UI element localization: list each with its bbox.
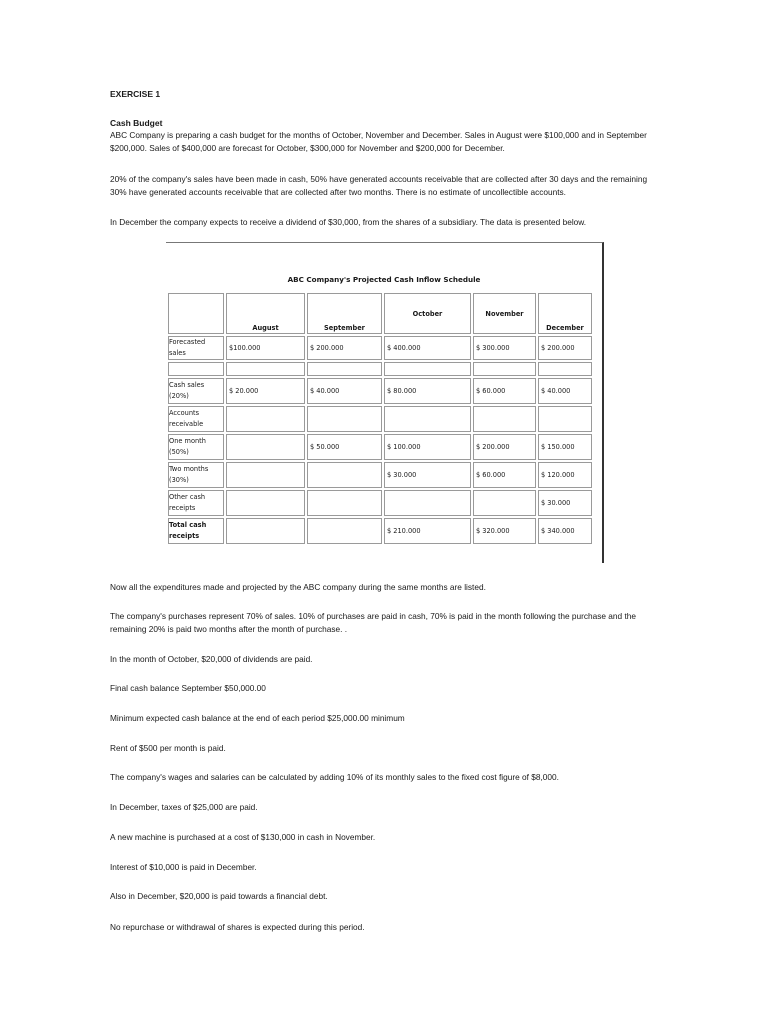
table-cell bbox=[473, 406, 536, 432]
table-cell: $ 300.000 bbox=[473, 336, 536, 360]
debt-paragraph: Also in December, $20,000 is paid towards a financial debt. bbox=[110, 891, 328, 901]
table-cell: $ 100.000 bbox=[384, 434, 471, 460]
dividends-paid-paragraph: In the month of October, $20,000 of dividends are paid. bbox=[110, 654, 313, 664]
table-cell bbox=[226, 434, 305, 460]
table-cell bbox=[226, 518, 305, 544]
table-cell bbox=[226, 462, 305, 488]
table-cell: $ 30.000 bbox=[384, 462, 471, 488]
table-cell: $ 40.000 bbox=[538, 378, 592, 404]
table-cell bbox=[538, 406, 592, 432]
taxes-paragraph: In December, taxes of $25,000 are paid. bbox=[110, 802, 258, 812]
table-cell bbox=[307, 362, 382, 376]
table-row bbox=[168, 406, 592, 432]
column-header-september: September bbox=[307, 293, 382, 334]
column-header-november: November bbox=[473, 293, 536, 334]
table-cell bbox=[226, 490, 305, 516]
cash-inflow-table bbox=[166, 291, 594, 546]
row-label-other-cash-receipts: Other cash receipts bbox=[168, 490, 224, 516]
table-row bbox=[168, 378, 592, 404]
table-cell: $ 200.000 bbox=[473, 434, 536, 460]
table-cell: $ 120.000 bbox=[538, 462, 592, 488]
table-cell: $ 210.000 bbox=[384, 518, 471, 544]
final-cash-balance-paragraph: Final cash balance September $50,000.00 bbox=[110, 683, 266, 693]
table-cell: $ 50.000 bbox=[307, 434, 382, 460]
row-label-total-cash-receipts: Total cash receipts bbox=[168, 518, 224, 544]
table-cell: $ 200.000 bbox=[307, 336, 382, 360]
table-cell bbox=[384, 362, 471, 376]
table-cell: $ 60.000 bbox=[473, 378, 536, 404]
rent-paragraph: Rent of $500 per month is paid. bbox=[110, 743, 226, 753]
header-corner-cell bbox=[168, 293, 224, 334]
table-cell bbox=[538, 362, 592, 376]
table-cell bbox=[307, 490, 382, 516]
column-header-august: August bbox=[226, 293, 305, 334]
wages-paragraph: The company's wages and salaries can be calculated by adding 10% of its monthly sales to the fixed cost figure of $8,000. bbox=[110, 772, 559, 782]
table-cell: $ 80.000 bbox=[384, 378, 471, 404]
column-header-october: October bbox=[384, 293, 471, 334]
table-row bbox=[168, 336, 592, 360]
table-cell bbox=[168, 362, 224, 376]
table-cell bbox=[473, 490, 536, 516]
column-header-december: December bbox=[538, 293, 592, 334]
row-label-cash-sales: Cash sales (20%) bbox=[168, 378, 224, 404]
section-title: Cash Budget bbox=[110, 118, 163, 128]
table-cell: $100.000 bbox=[226, 336, 305, 360]
row-label-accounts-receivable: Accounts receivable bbox=[168, 406, 224, 432]
table-cell bbox=[384, 490, 471, 516]
table-cell: $ 30.000 bbox=[538, 490, 592, 516]
sales-mix-paragraph: 20% of the company's sales have been made in cash, 50% have generated accounts receivable that are collected after 30 days and the remaining 30% have generated accounts receivable that are collected after two months. There is no estimate of uncollectible accounts. bbox=[110, 174, 648, 197]
table-cell bbox=[307, 518, 382, 544]
expenditures-paragraph: Now all the expenditures made and projected by the ABC company during the same months are listed. bbox=[110, 582, 486, 592]
row-label-two-months: Two months (30%) bbox=[168, 462, 224, 488]
table-cell bbox=[473, 362, 536, 376]
table-row bbox=[168, 490, 592, 516]
table-cell: $ 200.000 bbox=[538, 336, 592, 360]
table-cell: $ 340.000 bbox=[538, 518, 592, 544]
spacer-row bbox=[168, 362, 592, 376]
table-title: ABC Company's Projected Cash Inflow Schedule bbox=[287, 275, 481, 284]
table-cell: $ 320.000 bbox=[473, 518, 536, 544]
dividend-paragraph: In December the company expects to receive a dividend of $30,000, from the shares of a subsidiary. The data is presented below. bbox=[110, 217, 587, 227]
table-row bbox=[168, 518, 592, 544]
table-header-row bbox=[168, 293, 592, 334]
table-cell: $ 20.000 bbox=[226, 378, 305, 404]
intro-paragraph: ABC Company is preparing a cash budget for the months of October, November and December. Sales in August were $100,000 and in September $200,000. Sales of $400,000 are forecast for October, $300,000 for November and $200,000 for December. bbox=[110, 130, 647, 153]
row-label-one-month: One month (50%) bbox=[168, 434, 224, 460]
table-cell bbox=[307, 462, 382, 488]
machine-paragraph: A new machine is purchased at a cost of $130,000 in cash in November. bbox=[110, 832, 376, 842]
cash-inflow-schedule bbox=[166, 242, 604, 563]
table-cell: $ 400.000 bbox=[384, 336, 471, 360]
table-cell: $ 40.000 bbox=[307, 378, 382, 404]
table-row bbox=[168, 462, 592, 488]
minimum-balance-paragraph: Minimum expected cash balance at the end of each period $25,000.00 minimum bbox=[110, 713, 405, 723]
exercise-title: EXERCISE 1 bbox=[110, 89, 161, 99]
purchases-paragraph: The company's purchases represent 70% of sales. 10% of purchases are paid in cash, 70% is paid in the month following the purchase and the remaining 20% is paid two months after the month of purchase. . bbox=[110, 611, 636, 634]
shares-paragraph: No repurchase or withdrawal of shares is expected during this period. bbox=[110, 922, 365, 932]
table-cell bbox=[226, 362, 305, 376]
row-label-forecasted-sales: Forecasted sales bbox=[168, 336, 224, 360]
table-cell bbox=[307, 406, 382, 432]
table-cell bbox=[384, 406, 471, 432]
table-cell: $ 60.000 bbox=[473, 462, 536, 488]
table-cell bbox=[226, 406, 305, 432]
table-row bbox=[168, 434, 592, 460]
interest-paragraph: Interest of $10,000 is paid in December. bbox=[110, 862, 257, 872]
table-cell: $ 150.000 bbox=[538, 434, 592, 460]
